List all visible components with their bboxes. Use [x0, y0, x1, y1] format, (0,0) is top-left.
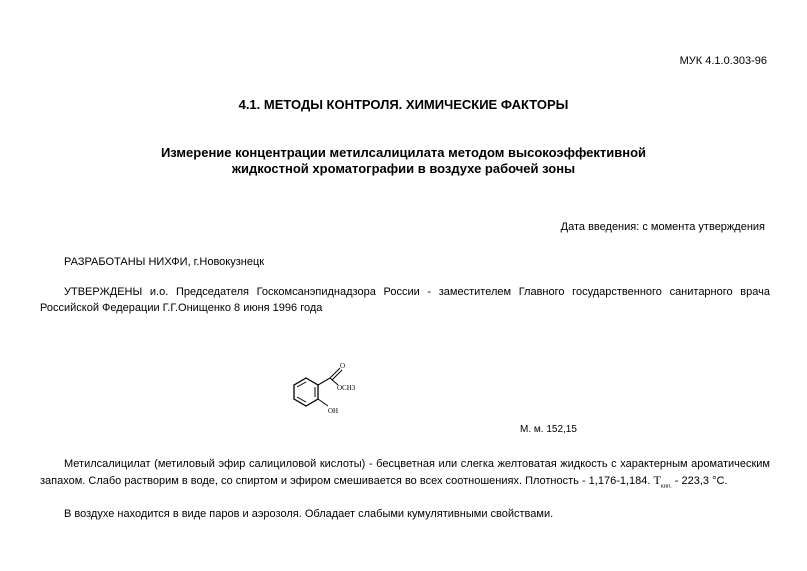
methyl-salicylate-structure: [288, 360, 358, 420]
developed-by-paragraph: [40, 254, 770, 270]
approved-by-paragraph: [40, 284, 770, 316]
description-paragraph: [40, 456, 770, 494]
carbonyl-oxygen-label: O: [340, 362, 346, 370]
molar-mass: М. м. 152,15: [520, 424, 577, 435]
document-title-line-2: жидкостной хроматографии в воздухе рабочей зоны: [231, 161, 576, 176]
description-text: Метилсалицилат (метиловый эфир салициловой кислоты) - бесцветная или слегка желтоватая жидкость с характерным ароматическим запахом. Слабо растворим в воде, со спиртом и эфиром смешивается во всех соотношениях. Плотность - 1,176-1,184.: [40, 458, 770, 487]
introduction-date: Дата введения: с момента утверждения: [560, 221, 765, 233]
form-in-air-paragraph: [40, 506, 770, 522]
approved-by-text: УТВЕРЖДЕНЫ и.о. Председателя Госкомсанэпиднадзора России - заместителем Главного государственного санитарного врача Российской Федерации Г.Г.Онищенко 8 июня 1996 года: [40, 286, 770, 314]
developed-by-text: РАЗРАБОТАНЫ НИХФИ, г.Новокузнецк: [64, 256, 265, 268]
document-title-line-1: Измерение концентрации метилсалицилата методом высокоэффективной: [160, 145, 647, 160]
document-title: [0, 145, 807, 177]
document-code: МУК 4.1.0.303-96: [679, 55, 767, 67]
section-title: 4.1. МЕТОДЫ КОНТРОЛЯ. ХИМИЧЕСКИЕ ФАКТОРЫ: [238, 97, 569, 112]
boiling-point-value: - 223,3 °С.: [674, 475, 728, 487]
hydroxyl-bond: [318, 399, 328, 406]
ester-bond: [318, 378, 330, 385]
methoxy-label: OCH3: [337, 384, 356, 392]
boiling-point-symbol: $T_{кип.}$: [653, 473, 672, 490]
form-in-air-text: В воздухе находится в виде паров и аэрозоля. Обладает слабыми кумулятивными свойствами.: [64, 508, 554, 520]
hydroxyl-label: OH: [328, 407, 339, 415]
